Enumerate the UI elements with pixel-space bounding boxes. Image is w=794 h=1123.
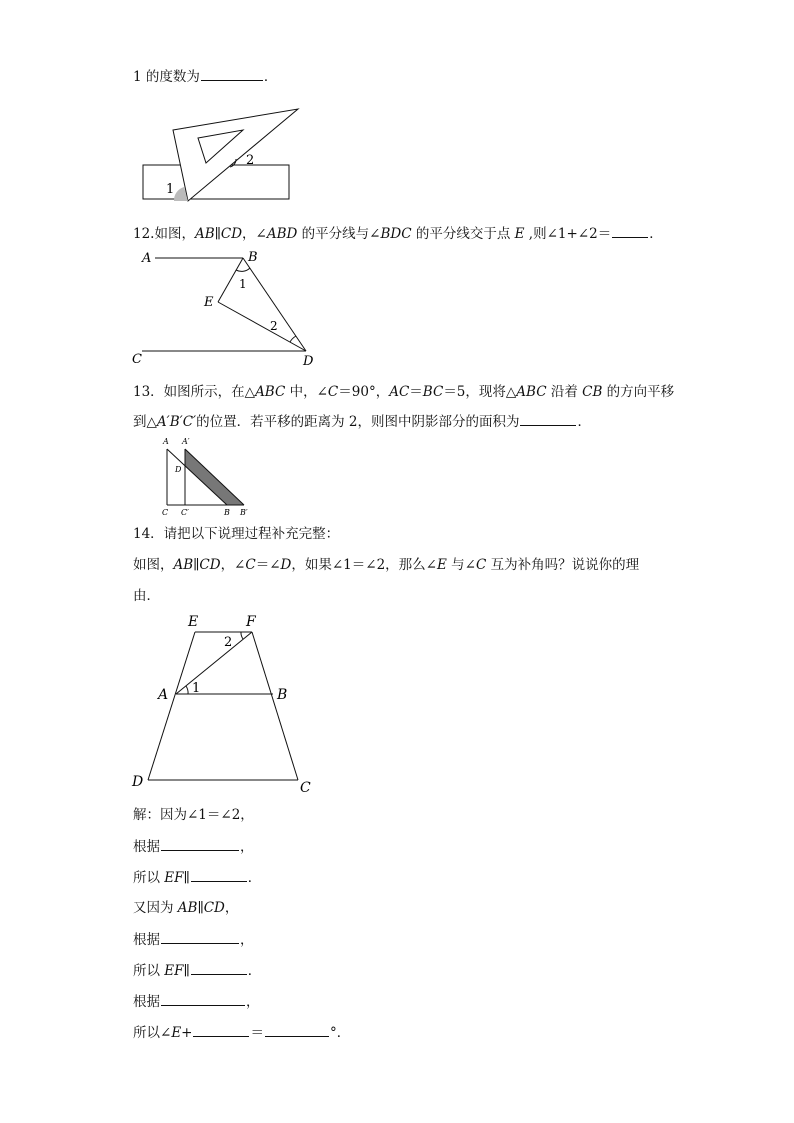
- q14-statement-line1: 如图，AB∥CD，∠C＝∠D，如果∠1＝∠2，那么∠E 与∠C 互为补角吗？说说你的理: [133, 557, 640, 573]
- q14-title: 14．请把以下说理过程补充完整：: [133, 526, 340, 542]
- q14-blank-reason2[interactable]: [161, 930, 239, 944]
- svg-text:B: B: [248, 250, 258, 265]
- svg-text:1: 1: [192, 681, 201, 696]
- q11-angle1-label: 1: [166, 182, 175, 197]
- svg-text:A: A: [158, 687, 169, 703]
- svg-text:A: A: [163, 437, 169, 446]
- q14-sol-line5: 根据 ，: [133, 932, 254, 948]
- q14-figure: [128, 610, 328, 800]
- svg-text:F: F: [246, 614, 256, 630]
- svg-text:2: 2: [270, 319, 278, 333]
- q11-answer-blank[interactable]: [201, 67, 263, 81]
- q14-sol-line6: 所以 EF∥ ．: [133, 963, 262, 979]
- q14-blank-reason3[interactable]: [161, 992, 245, 1006]
- svg-text:C: C: [300, 780, 311, 796]
- svg-text:E: E: [188, 614, 199, 630]
- svg-text:A: A: [142, 251, 152, 266]
- q13-answer-blank[interactable]: [520, 412, 576, 426]
- svg-text:B′: B′: [240, 508, 248, 517]
- q14-sol-line4: 又因为 AB∥CD，: [133, 900, 239, 916]
- q14-blank-parallel2[interactable]: [191, 961, 247, 975]
- svg-text:C: C: [132, 352, 142, 367]
- q14-blank-angle[interactable]: [193, 1023, 249, 1037]
- svg-text:2: 2: [224, 635, 233, 650]
- svg-text:D: D: [303, 354, 314, 369]
- q14-sol-line1: 解：因为∠1＝∠2，: [133, 807, 254, 823]
- q11-text: 1 的度数为 ．: [133, 69, 278, 85]
- q14-blank-parallel1[interactable]: [191, 868, 247, 882]
- svg-text:D: D: [132, 774, 144, 790]
- q14-blank-reason1[interactable]: [161, 837, 239, 851]
- svg-text:D: D: [175, 465, 182, 474]
- svg-text:C′: C′: [181, 508, 189, 517]
- q11-angle2-label: 2: [246, 153, 255, 168]
- svg-text:E: E: [204, 295, 214, 310]
- q13-figure: [158, 435, 258, 517]
- q14-sol-line8: 所以∠E+ ＝ °．: [133, 1025, 351, 1041]
- q14-sol-line3: 所以 EF∥ ．: [133, 870, 262, 886]
- q14-statement-line2: 由．: [133, 588, 160, 604]
- q12-figure: [130, 245, 330, 370]
- q14-sol-line7: 根据 ，: [133, 994, 260, 1010]
- svg-text:1: 1: [239, 277, 247, 291]
- svg-text:B: B: [224, 508, 230, 517]
- q13-text-line2: 到△A′B′C′的位置．若平移的距离为 2，则图中阴影部分的面积为 ．: [133, 414, 591, 430]
- q14-sol-line2: 根据 ，: [133, 839, 254, 855]
- q11-figure: [140, 105, 300, 205]
- q14-blank-degrees[interactable]: [265, 1023, 329, 1037]
- svg-text:B: B: [277, 687, 288, 703]
- svg-text:A′: A′: [182, 437, 190, 446]
- q12-text: 12.如图，AB∥CD，∠ABD 的平分线与∠BDC 的平分线交于点 E ,则∠1+∠2＝ ．: [133, 226, 663, 242]
- svg-text:C: C: [162, 508, 169, 517]
- q12-answer-blank[interactable]: [612, 224, 648, 238]
- q13-text-line1: 13．如图所示，在△ABC 中，∠C＝90°，AC＝BC＝5，现将△ABC 沿着 CB 的方向平移: [133, 384, 675, 400]
